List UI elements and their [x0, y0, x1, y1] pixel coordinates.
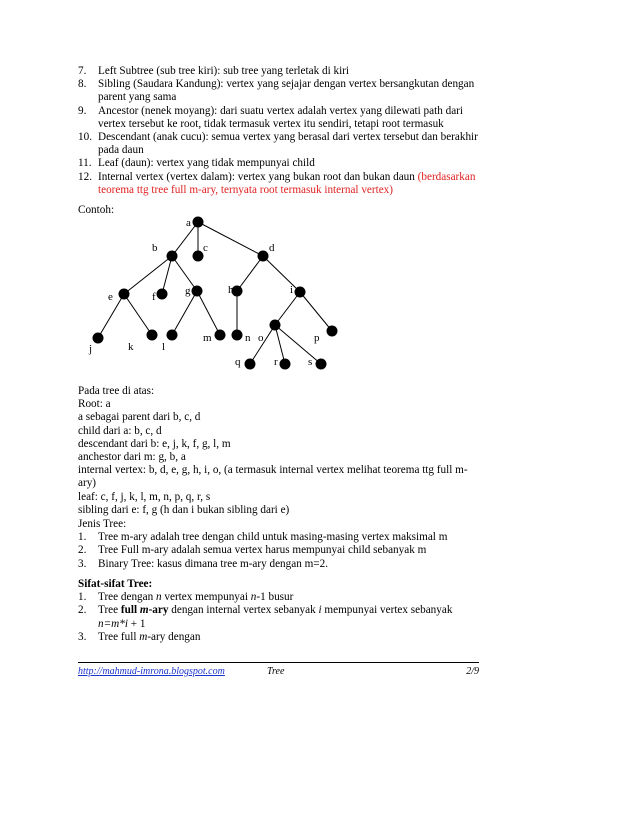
text-part: Tree [98, 604, 121, 617]
label-o: o [258, 332, 264, 344]
tree-properties-title: Sifat-sifat Tree: [78, 578, 153, 590]
vertex-l [167, 330, 178, 341]
item-number: 1. [78, 591, 87, 604]
item-number: 9. [78, 104, 87, 117]
vertex-m [215, 330, 226, 341]
text-part: m [139, 604, 149, 617]
definition-text: Ancestor (nenek moyang): dari suatu vertex adalah vertex yang dilewati path dari vertex tersebut ke root, tidak termasuk vertex itu sendiri, tetapi root termasuk [98, 104, 464, 130]
item-number: 2. [78, 604, 87, 617]
analysis-line: a sebagai parent dari b, c, d [78, 411, 201, 424]
text-part: -ary dengan [147, 630, 201, 643]
analysis-line: leaf: c, f, j, k, l, m, n, p, q, r, s [78, 490, 211, 503]
item-text: Binary Tree: kasus dimana tree m-ary dengan m=2. [98, 557, 329, 570]
list-item [78, 591, 478, 604]
definition-text: Descendant (anak cucu): semua vertex yang berasal dari vertex tersebut dan berakhir pada daun [98, 131, 478, 157]
vertex-b [167, 251, 178, 262]
analysis-line: Root: a [78, 398, 111, 411]
text-part: Tree full [98, 630, 140, 643]
label-r: r [274, 356, 278, 368]
label-e: e [108, 291, 113, 303]
text-part: full [120, 604, 140, 617]
item-number: 8. [78, 78, 87, 91]
vertex-i [295, 287, 306, 298]
tree-types-section [78, 518, 478, 571]
label-i: i [290, 284, 294, 296]
list-item [78, 544, 478, 557]
label-d: d [269, 242, 275, 254]
vertex-j [93, 333, 104, 344]
vertex-c [193, 251, 204, 262]
analysis-line: anchestor dari m: g, b, a [78, 451, 186, 464]
vertex-n [232, 330, 243, 341]
vertex-a [193, 217, 204, 228]
definition-text: Left Subtree (sub tree kiri): sub tree yang terletak di kiri [98, 65, 350, 77]
text-part: -ary [148, 604, 169, 617]
text-part: + 1 [127, 617, 146, 630]
label-m: m [203, 332, 212, 344]
text-part: n [250, 591, 257, 604]
label-l: l [162, 341, 166, 353]
label-a: a [186, 217, 191, 229]
list-item [78, 631, 478, 644]
list-item [78, 604, 478, 630]
tree-properties-section [78, 578, 478, 644]
definition-text: Leaf (daun): vertex yang tidak mempunyai child [98, 157, 315, 170]
item-number: 11. [78, 157, 92, 170]
label-p: p [314, 332, 320, 344]
tree-properties-list [78, 591, 478, 644]
text-part: i [318, 604, 322, 617]
item-number: 10. [78, 131, 92, 144]
vertex-d [258, 251, 269, 262]
text-part: -1 busur [256, 591, 294, 604]
item-number: 3. [78, 557, 87, 570]
label-k: k [128, 341, 134, 353]
footer-divider [78, 662, 479, 663]
item-number: 2. [78, 544, 87, 557]
vertex-p [327, 326, 338, 337]
label-s: s [308, 356, 313, 368]
vertex-o [270, 320, 281, 331]
analysis-section [78, 385, 478, 517]
definition-text: Internal vertex (vertex dalam): vertex yang bukan root dan bukan daun [98, 170, 418, 183]
text-part: m [139, 630, 148, 643]
text-part: mempunyai vertex sebanyak [321, 604, 453, 617]
text-part: Tree dengan [98, 591, 156, 604]
footer-link[interactable]: http://mahmud-imrona.blogspot.com [78, 666, 225, 677]
item-text: Tree Full m-ary adalah semua vertex harus mempunyai child sebanyak m [98, 544, 427, 557]
analysis-line: sibling dari e: f, g (h dan i bukan sibling dari e) [78, 503, 290, 516]
formula: n=m*i [98, 617, 128, 630]
analysis-line: child dari a: b, c, d [78, 424, 162, 437]
analysis-line: internal vertex: b, d, e, g, h, i, o, (a termasuk internal vertex melihat teorema ttg full m-ary) [78, 464, 468, 490]
label-g: g [185, 285, 191, 297]
example-label: Contoh: [78, 204, 115, 216]
vertex-e [119, 289, 130, 300]
item-number: 7. [78, 65, 87, 77]
text-part: dengan internal vertex sebanyak [168, 604, 319, 617]
analysis-intro: Pada tree di atas: [78, 385, 155, 397]
text-part: vertex mempunyai [161, 591, 251, 604]
label-c: c [203, 242, 208, 254]
item-text: Tree m-ary adalah tree dengan child untuk masing-masing vertex maksimal m [98, 531, 448, 544]
definition-note: (berdasarkan teorema ttg tree full m-ary, ternyata root termasuk internal vertex) [98, 170, 476, 196]
page-number: 2/9 [466, 666, 479, 677]
footer-title: Tree [267, 666, 285, 677]
definition-text: Sibling (Saudara Kandung): vertex yang sejajar dengan vertex bersangkutan dengan parent yang sama [98, 78, 475, 104]
vertex-g [192, 286, 203, 297]
label-b: b [152, 242, 158, 254]
vertex-f [157, 289, 168, 300]
vertex-r [280, 359, 291, 370]
text-part: n [156, 591, 162, 604]
label-f: f [152, 291, 156, 303]
item-number: 1. [78, 531, 87, 544]
vertex-k [147, 330, 158, 341]
tree-types-list [78, 531, 478, 571]
label-h: h [228, 284, 234, 296]
tree-types-title: Jenis Tree: [78, 518, 127, 530]
label-q: q [235, 356, 241, 368]
item-number: 12. [78, 170, 92, 183]
list-item [78, 531, 478, 544]
vertex-s [316, 359, 327, 370]
list-item [78, 558, 478, 571]
item-number: 3. [78, 630, 87, 643]
label-j: j [89, 343, 93, 355]
label-n: n [245, 332, 251, 344]
analysis-line: descendant dari b: e, j, k, f, g, l, m [78, 437, 231, 450]
vertex-q [245, 359, 256, 370]
